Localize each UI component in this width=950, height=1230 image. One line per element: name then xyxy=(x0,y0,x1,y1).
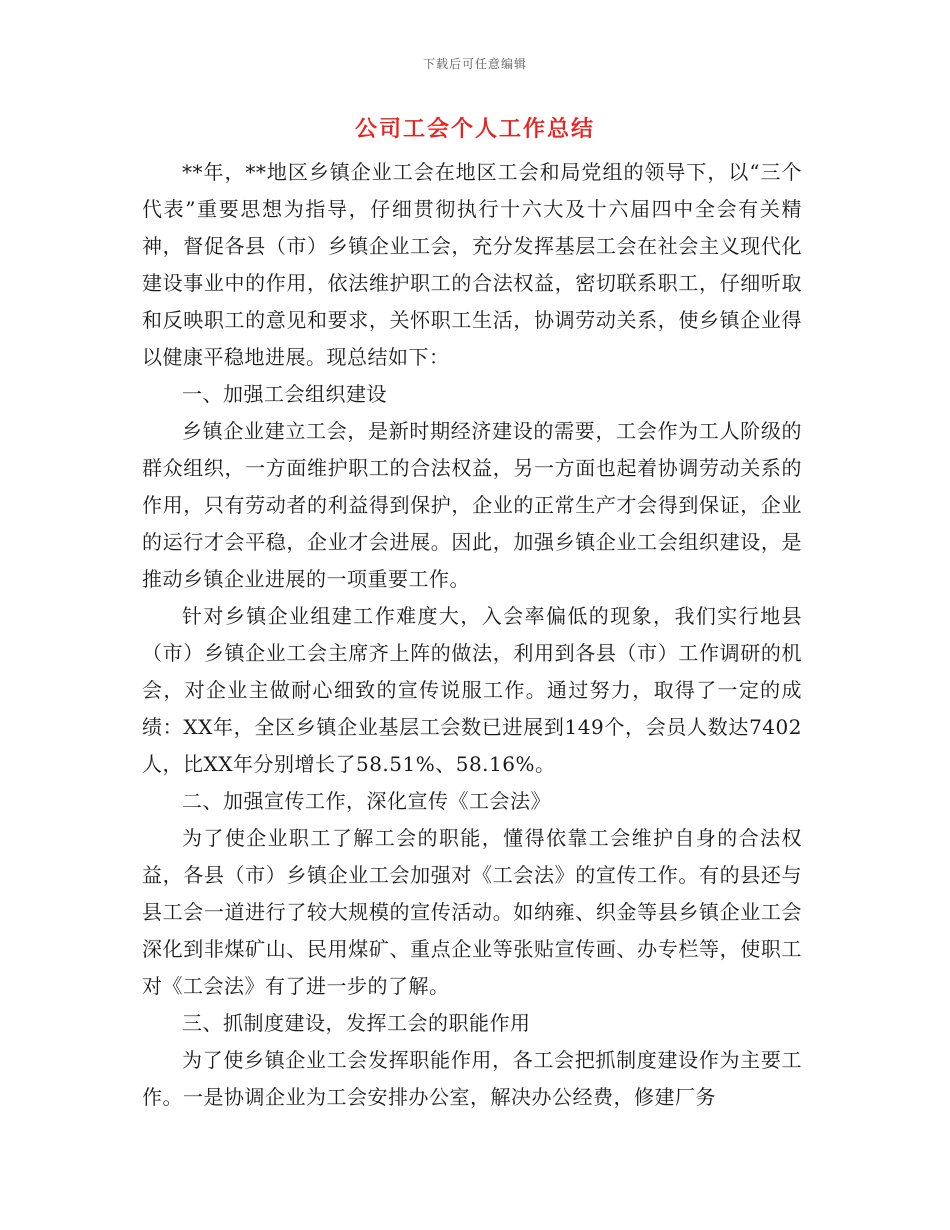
paragraph: 为了使乡镇企业工会发挥职能作用，各工会把抓制度建设作为主要工作。一是协调企业为工会安排办公室，解决办公经费，修建厂务 xyxy=(142,1048,802,1109)
section-heading-1: 一、加强工会组织建设 xyxy=(182,382,387,406)
paragraph: 乡镇企业建立工会，是新时期经济建设的需要，工会作为工人阶级的群众组织，一方面维护职工的合法权益，另一方面也起着协调劳动关系的作用，只有劳动者的利益得到保护，企业的正常生产才会得到保证，企业的运行才会平稳，企业才会进展。因此，加强乡镇企业工会组织建设，是推动乡镇企业进展的一项重要工作。 xyxy=(142,419,802,591)
document-body xyxy=(142,154,802,1116)
header-note: 下载后可任意编辑 xyxy=(422,57,527,71)
section-heading-2: 二、加强宣传工作，深化宣传《工会法》 xyxy=(182,789,551,813)
section-heading-3: 三、抓制度建设，发挥工会的职能作用 xyxy=(182,1011,531,1035)
paragraph-intro: **年，**地区乡镇企业工会在地区工会和局党组的领导下，以“三个代表”重要思想为指导，仔细贯彻执行十六大及十六届四中全会有关精神，督促各县（市）乡镇企业工会，充分发挥基层工会在社会主义现代化建设事业中的作用，依法维护职工的合法权益，密切联系职工，仔细听取和反映职工的意见和要求，关怀职工生活，协调劳动关系，使乡镇企业得以健康平稳地进展。现总结如下： xyxy=(142,160,802,369)
document-title: 公司工会个人工作总结 xyxy=(354,116,595,142)
paragraph: 针对乡镇企业组建工作难度大，入会率偏低的现象，我们实行地县（市）乡镇企业工会主席齐上阵的做法，利用到各县（市）工作调研的机会，对企业主做耐心细致的宣传说服工作。通过努力，取得了一定的成绩：XX年，全区乡镇企业基层工会数已进展到149个，会员人数达7402人，比XX年分别增长了58.51%、58.16%。 xyxy=(142,604,802,776)
paragraph: 为了使企业职工了解工会的职能，懂得依靠工会维护自身的合法权益，各县（市）乡镇企业工会加强对《工会法》的宣传工作。有的县还与县工会一道进行了较大规模的宣传活动。如纳雍、织金等县乡镇企业工会深化到非煤矿山、民用煤矿、重点企业等张贴宣传画、办专栏等，使职工对《工会法》有了进一步的了解。 xyxy=(142,826,802,998)
